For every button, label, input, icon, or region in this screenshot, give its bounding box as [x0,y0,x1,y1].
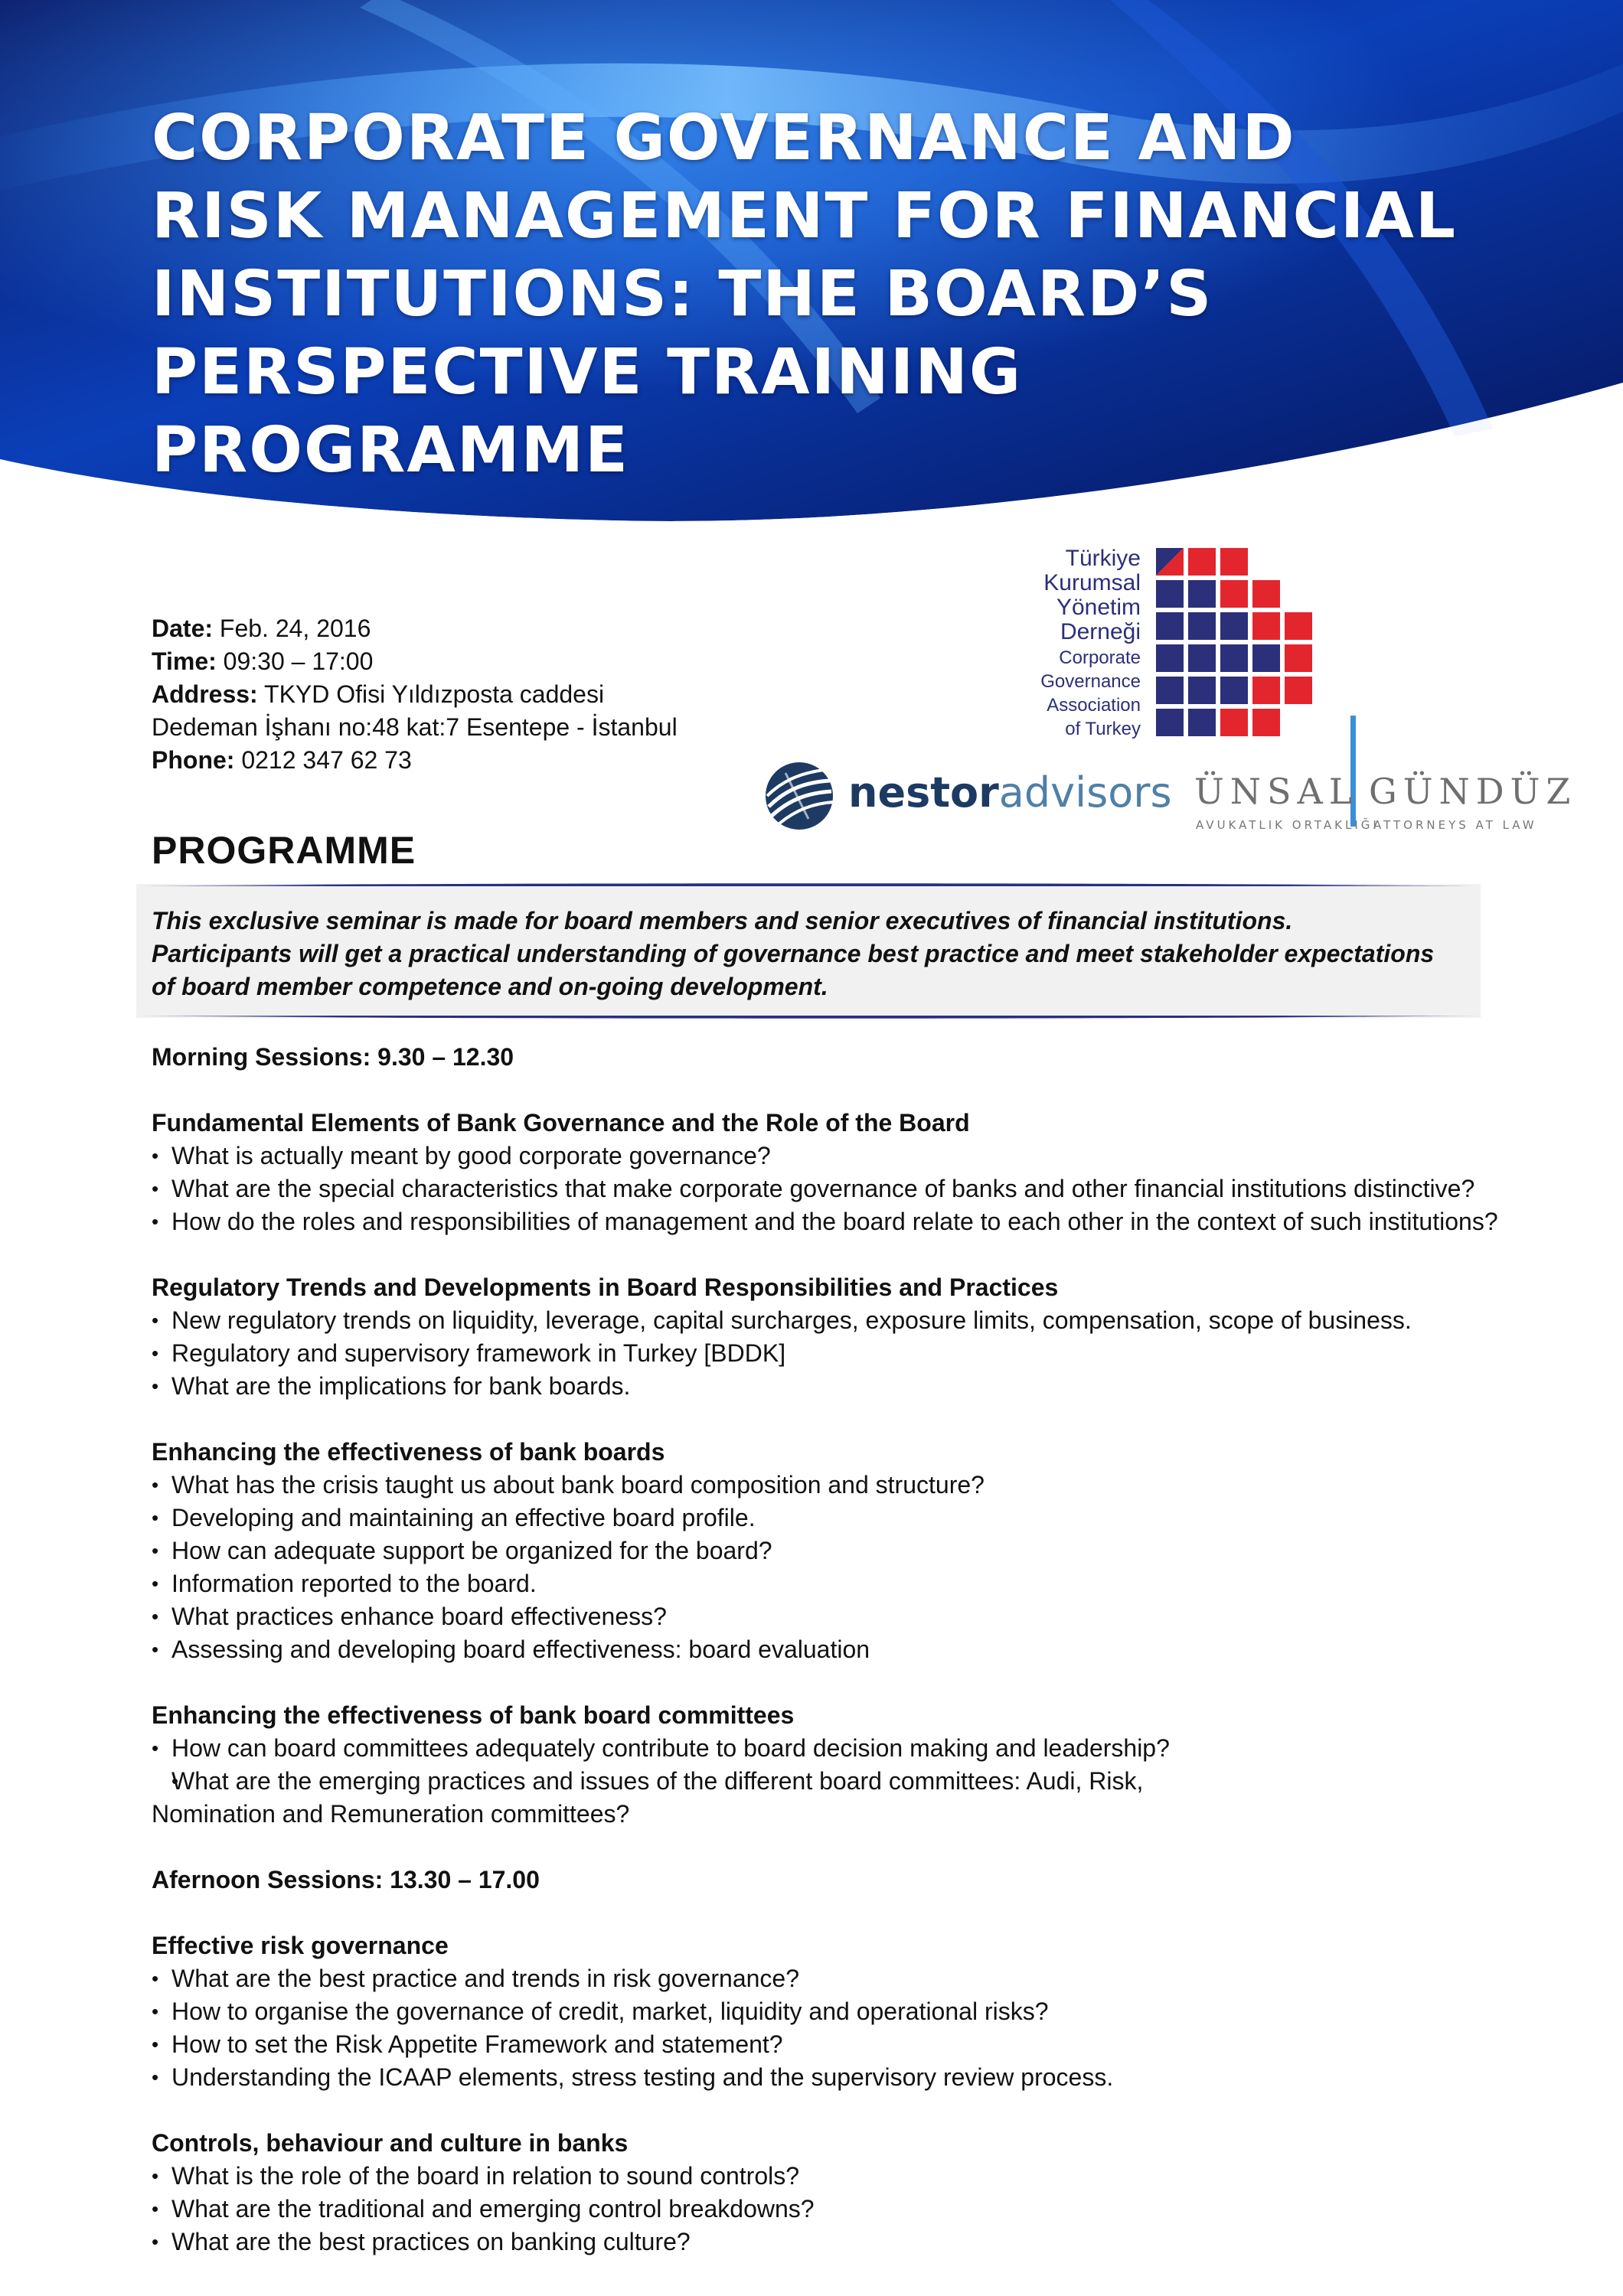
tkyd-cell [1220,548,1248,576]
nestor-wordmark [848,768,1172,817]
tkyd-cell [1188,612,1216,640]
list-item: • What has the crisis taught us about bank board composition and structure? [152,1469,1591,1502]
tkyd-cell [1220,612,1248,640]
list-item: • Assessing and developing board effectiveness: board evaluation [152,1633,1591,1666]
tkyd-turkish-line: Türkiye [1065,546,1141,571]
address-row [152,678,678,711]
list-item: • What are the special characteristics that make corporate governance of banks and other financial institutions distinctive? [152,1172,1591,1205]
list-item: • Developing and maintaining an effective board profile. [152,1502,1591,1534]
tkyd-cell [1252,612,1280,640]
morning-session-label: Morning Sessions: 9.30 – 12.30 [152,1043,514,1071]
tkyd-cell [1156,677,1184,704]
tkyd-logo [1018,542,1324,741]
section-risk-governance [152,1929,1591,2094]
list-item: • How to organise the governance of credit, market, liquidity and operational risks? [152,1995,1591,2028]
time-value: 09:30 – 17:00 [223,647,374,675]
intro-text [152,905,1468,1003]
unsal-subtitle: AVUKATLIK ORTAKLIĞI [1196,818,1380,832]
intro-line: This exclusive seminar is made for board members and senior executives of financial institutions. [152,907,1293,934]
time-row [152,645,678,678]
tkyd-grid-icon [1156,548,1324,739]
list-item: • How to set the Risk Appetite Framework and statement? [152,2028,1591,2061]
intro-top-rule [136,882,1481,886]
list-item: • What are the traditional and emerging control breakdowns? [152,2193,1591,2226]
address-label: Address: [152,680,258,708]
programme-heading: PROGRAMME [152,829,416,872]
unsal-name: ÜNSAL [1194,771,1359,812]
tkyd-wordmark [1040,546,1141,739]
list-item: • How do the roles and responsibilities of management and the board relate to each other in the context of such institutions? [152,1205,1591,1238]
tkyd-english-line: Association [1047,695,1141,716]
tkyd-cell [1156,644,1184,672]
tkyd-cell [1220,644,1248,672]
list-item: • What is the role of the board in relation to sound controls? [152,2160,1591,2193]
section-regulatory-trends [152,1271,1591,1403]
tkyd-cell [1156,709,1184,736]
address-line-1: TKYD Ofisi Yıldızposta caddesi [264,680,605,708]
list-item: • What are the best practices on banking culture? [152,2226,1591,2258]
afternoon-session-label: Afernoon Sessions: 13.30 – 17.00 [152,1866,540,1893]
tkyd-cell [1156,580,1184,608]
tkyd-cell [1188,677,1216,704]
date-value: Feb. 24, 2016 [219,615,371,642]
unsal-gunduz-logo [1194,716,1577,838]
list-item: • How can board committees adequately contribute to board decision making and leadership? [152,1732,1591,1765]
section-title: Enhancing the effectiveness of bank board committees [152,1701,795,1729]
tkyd-cell [1252,644,1280,672]
intro-line: Participants will get a practical understanding of governance best practice and meet stakeholder expectations [152,940,1435,967]
phone-row [152,744,678,777]
title-line: INSTITUTIONS: THE BOARD’S [152,258,1213,331]
nestor-advisors-logo [763,758,1172,834]
address-row-2 [152,711,678,744]
tkyd-english-line: of Turkey [1065,719,1141,739]
tkyd-cell [1188,548,1216,576]
tkyd-turkish-line: Derneği [1060,619,1141,644]
address-line-2: Dedeman İşhanı no:48 kat:7 Esentepe - İstanbul [152,713,678,741]
list-item: • What are the implications for bank boards. [152,1370,1591,1403]
page-title [152,99,1514,490]
intro-bottom-rule [136,1016,1481,1020]
list-item: • Understanding the ICAAP elements, stress testing and the supervisory review process. [152,2061,1591,2094]
tkyd-cell [1285,612,1312,640]
section-title: Enhancing the effectiveness of bank boards [152,1438,665,1466]
section-title: Fundamental Elements of Bank Governance and the Role of the Board [152,1109,970,1137]
list-item: • What are the best practice and trends in risk governance? [152,1962,1591,1995]
date-row [152,612,678,645]
programme-content [152,1041,1591,2258]
tkyd-cell [1220,580,1248,608]
list-item: • Information reported to the board. [152,1567,1591,1600]
list-item: • What are the emerging practices and issues of the different board committees: Audi, Risk, Nomination and Remuneration committees? [152,1765,1223,1831]
phone-label: Phone: [152,746,235,774]
title-line: CORPORATE GOVERNANCE AND [152,102,1296,174]
tkyd-cell [1285,644,1312,672]
tkyd-cell [1252,580,1280,608]
intro-line: of board member competence and on-going development. [152,973,828,1000]
event-info [152,612,678,777]
section-bank-governance [152,1107,1591,1238]
tkyd-turkish-line: Yönetim [1056,595,1141,620]
nestor-globe-icon [763,759,836,833]
tkyd-cell [1156,612,1184,640]
list-item: • How can adequate support be organized for the board? [152,1534,1591,1567]
tkyd-cell [1252,677,1280,704]
nestor-word-bold: nestor [848,768,999,817]
tkyd-cell [1188,644,1216,672]
gunduz-subtitle: ATTORNEYS AT LAW [1373,818,1537,832]
date-label: Date: [152,615,214,642]
section-title: Effective risk governance [152,1932,449,1959]
header-banner [0,0,1623,536]
tkyd-cell [1220,677,1248,704]
section-title: Regulatory Trends and Developments in Board Responsibilities and Practices [152,1274,1059,1301]
list-item: • What is actually meant by good corporate governance? [152,1140,1591,1172]
section-board-effectiveness [152,1436,1591,1666]
nestor-word-light: advisors [998,768,1172,817]
section-title: Controls, behaviour and culture in banks [152,2129,629,2157]
tkyd-turkish-line: Kurumsal [1043,570,1141,595]
tkyd-cell [1285,677,1312,704]
tkyd-english-line: Corporate [1059,647,1141,668]
list-item: • Regulatory and supervisory framework in Turkey [BDDK] [152,1337,1591,1370]
tkyd-cell [1188,580,1216,608]
title-line: PERSPECTIVE TRAINING PROGRAMME [152,336,1023,487]
section-controls-culture [152,2127,1591,2258]
time-label: Time: [152,647,217,675]
gunduz-name: GÜNDÜZ [1369,771,1577,812]
list-item: • New regulatory trends on liquidity, leverage, capital surcharges, exposure limits, compensation, scope of business. [152,1304,1591,1337]
phone-value: 0212 347 62 73 [241,746,412,774]
title-line: RISK MANAGEMENT FOR FINANCIAL [152,180,1458,253]
section-board-committees [152,1699,1591,1831]
tkyd-english-line: Governance [1040,671,1141,692]
list-item: • What practices enhance board effectiveness? [152,1600,1591,1633]
